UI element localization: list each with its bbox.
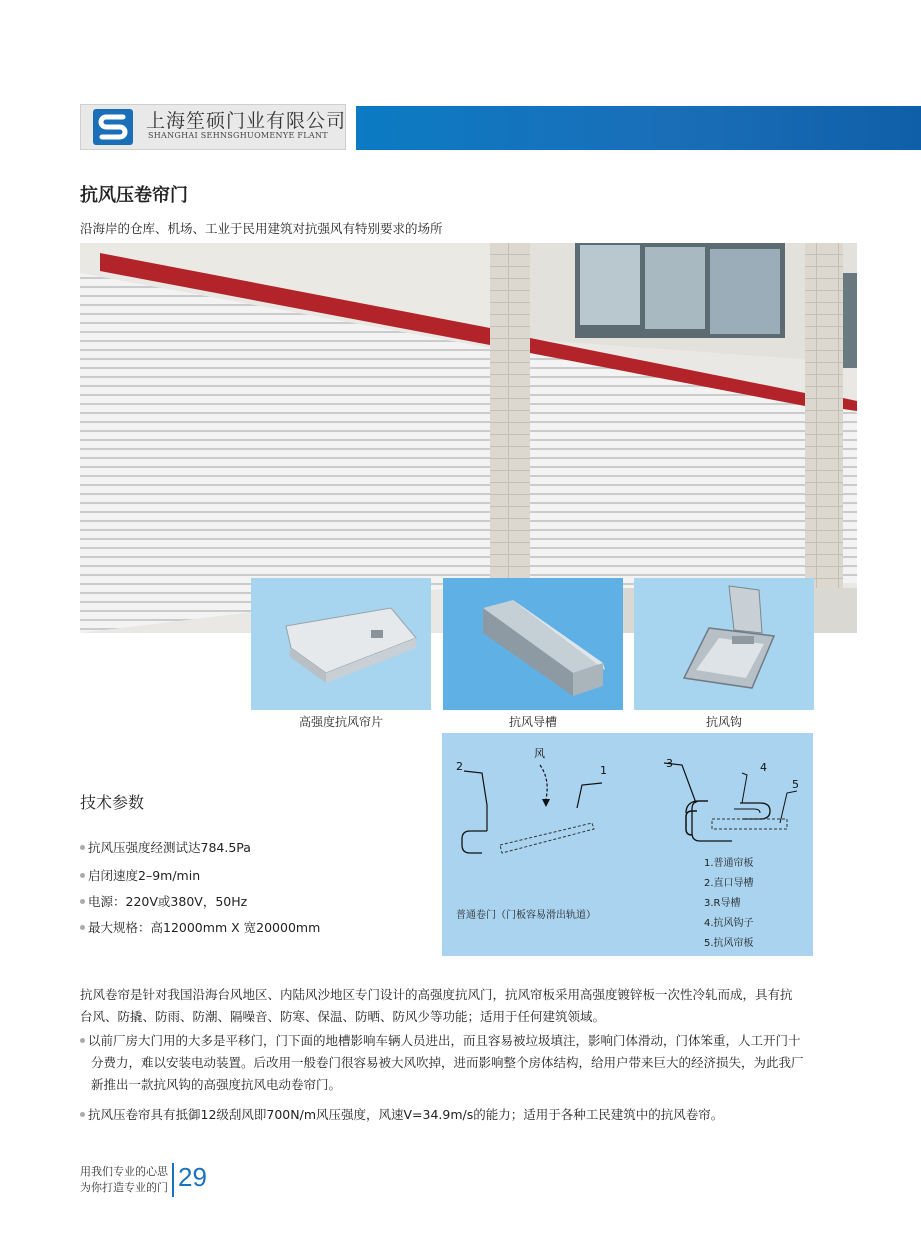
spec-item: 抗风压强度经测试达784.5Pa	[80, 838, 251, 856]
legend-item: 3.R导槽	[704, 898, 741, 909]
body-paragraph: 抗风卷帘是针对我国沿海台风地区、内陆风沙地区专门设计的高强度抗风门，抗风帘板采用高强度镀锌板一次性冷轧而成，具有抗 台风、防撬、防雨、防潮、隔噪音、防寒、保温、防晒、防风少等功能；适用于任何建筑领域。	[80, 987, 793, 1024]
company-name-cn: 上海笙硕门业有限公司	[146, 110, 347, 132]
component-image-hook	[634, 578, 814, 710]
svg-text:5: 5	[792, 778, 799, 791]
bullet-icon	[80, 1038, 85, 1043]
spec-item: 电源：220V或380V，50Hz	[80, 892, 247, 910]
footer-divider	[172, 1163, 174, 1197]
bullet-icon	[80, 925, 85, 930]
bullet-icon	[80, 873, 85, 878]
bullet-icon	[80, 845, 85, 850]
page-subtitle: 沿海岸的仓库、机场、工业于民用建筑对抗强风有特别要求的场所	[80, 221, 443, 236]
svg-text:4: 4	[760, 761, 767, 774]
company-logo-icon	[92, 108, 134, 146]
wind-label: 风	[534, 747, 545, 760]
component-caption: 抗风导槽	[508, 715, 557, 729]
bullet-icon	[80, 1112, 85, 1117]
page-title: 抗风压卷帘门	[80, 185, 188, 206]
wind-hook-diagram	[442, 733, 813, 956]
footer-slogan: 用我们专业的心思 为你打造专业的门	[80, 1165, 168, 1194]
svg-text:2: 2	[456, 760, 463, 773]
body-paragraph: 以前厂房大门用的大多是平移门，门下面的地槽影响车辆人员进出，而且容易被垃圾填注，影响门体滑动，门体笨重，人工开门十 分费力，难以安装电动装置。后改用一般卷门很容易被大风吹掉，进而影响整个房体结构，给用户带来巨大的经济损失，为此我厂 新推出一款抗风钩的高强度抗风电动卷帘门。	[80, 1030, 860, 1096]
legend-item: 1.普通帘板	[704, 858, 754, 869]
page-number: 29	[178, 1162, 207, 1192]
component-caption: 抗风钩	[705, 715, 742, 729]
component-image-guide	[443, 578, 623, 710]
svg-text:1: 1	[600, 764, 607, 777]
spec-item: 最大规格：高12000mm X 宽20000mm	[80, 918, 320, 936]
specs-title: 技术参数	[80, 793, 145, 812]
legend-item: 4.抗风钩子	[704, 918, 754, 929]
body-paragraph: 抗风压卷帘具有抵御12级刮风即700N/m风压强度，风速V=34.9m/s的能力；适用于各种工民建筑中的抗风卷帘。	[80, 1104, 860, 1126]
component-caption: 高强度抗风帘片	[298, 715, 383, 729]
legend-item: 2.直口导槽	[704, 878, 754, 889]
svg-text:3: 3	[666, 757, 673, 770]
building-photo	[80, 243, 857, 633]
component-image-slat	[251, 578, 431, 710]
bullet-icon	[80, 899, 85, 904]
header-bar	[356, 106, 921, 150]
diagram-caption: 普通卷门（门板容易滑出轨道）	[456, 910, 596, 921]
legend-item: 5.抗风帘板	[704, 938, 754, 949]
spec-item: 启闭速度2–9m/min	[80, 866, 200, 884]
company-name-en: SHANGHAI SEHNSGHUOMENYE FLANT	[148, 131, 328, 140]
